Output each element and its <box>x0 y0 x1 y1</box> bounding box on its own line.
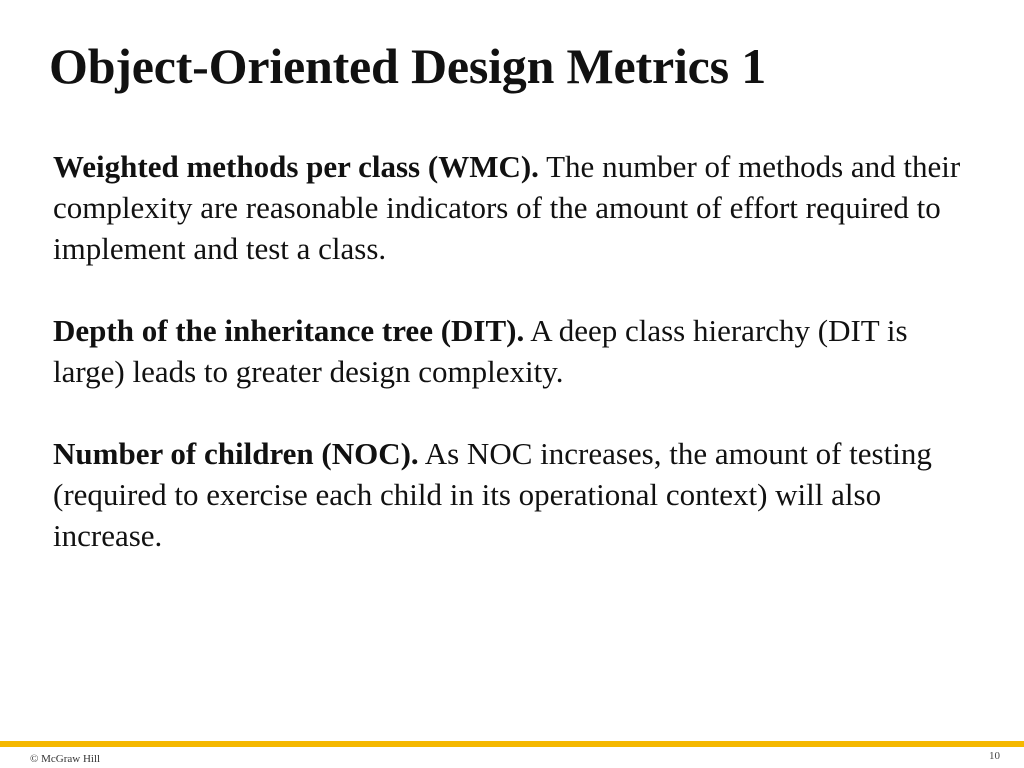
metric-wmc <box>53 146 983 269</box>
metric-term: Number of children (NOC). <box>53 436 419 471</box>
metric-description: The number of methods and their complexity are reasonable indicators of the amount of effort required to implement and test a class. <box>53 149 961 266</box>
metric-description: A deep class hierarchy (DIT is large) leads to greater design complexity. <box>53 313 908 389</box>
slide-title: Object-Oriented Design Metrics 1 <box>49 38 766 94</box>
copyright-notice: © McGraw Hill <box>30 753 101 765</box>
metric-term: Weighted methods per class (WMC). <box>53 149 539 184</box>
metric-description: As NOC increases, the amount of testing (required to exercise each child in its operational context) will also increase. <box>53 436 932 553</box>
metric-noc <box>53 433 983 556</box>
page-number: 10 <box>989 750 1000 762</box>
metrics-list <box>53 146 983 597</box>
metric-dit <box>53 310 983 392</box>
metric-term: Depth of the inheritance tree (DIT). <box>53 313 525 348</box>
footer-accent-bar <box>0 741 1024 747</box>
